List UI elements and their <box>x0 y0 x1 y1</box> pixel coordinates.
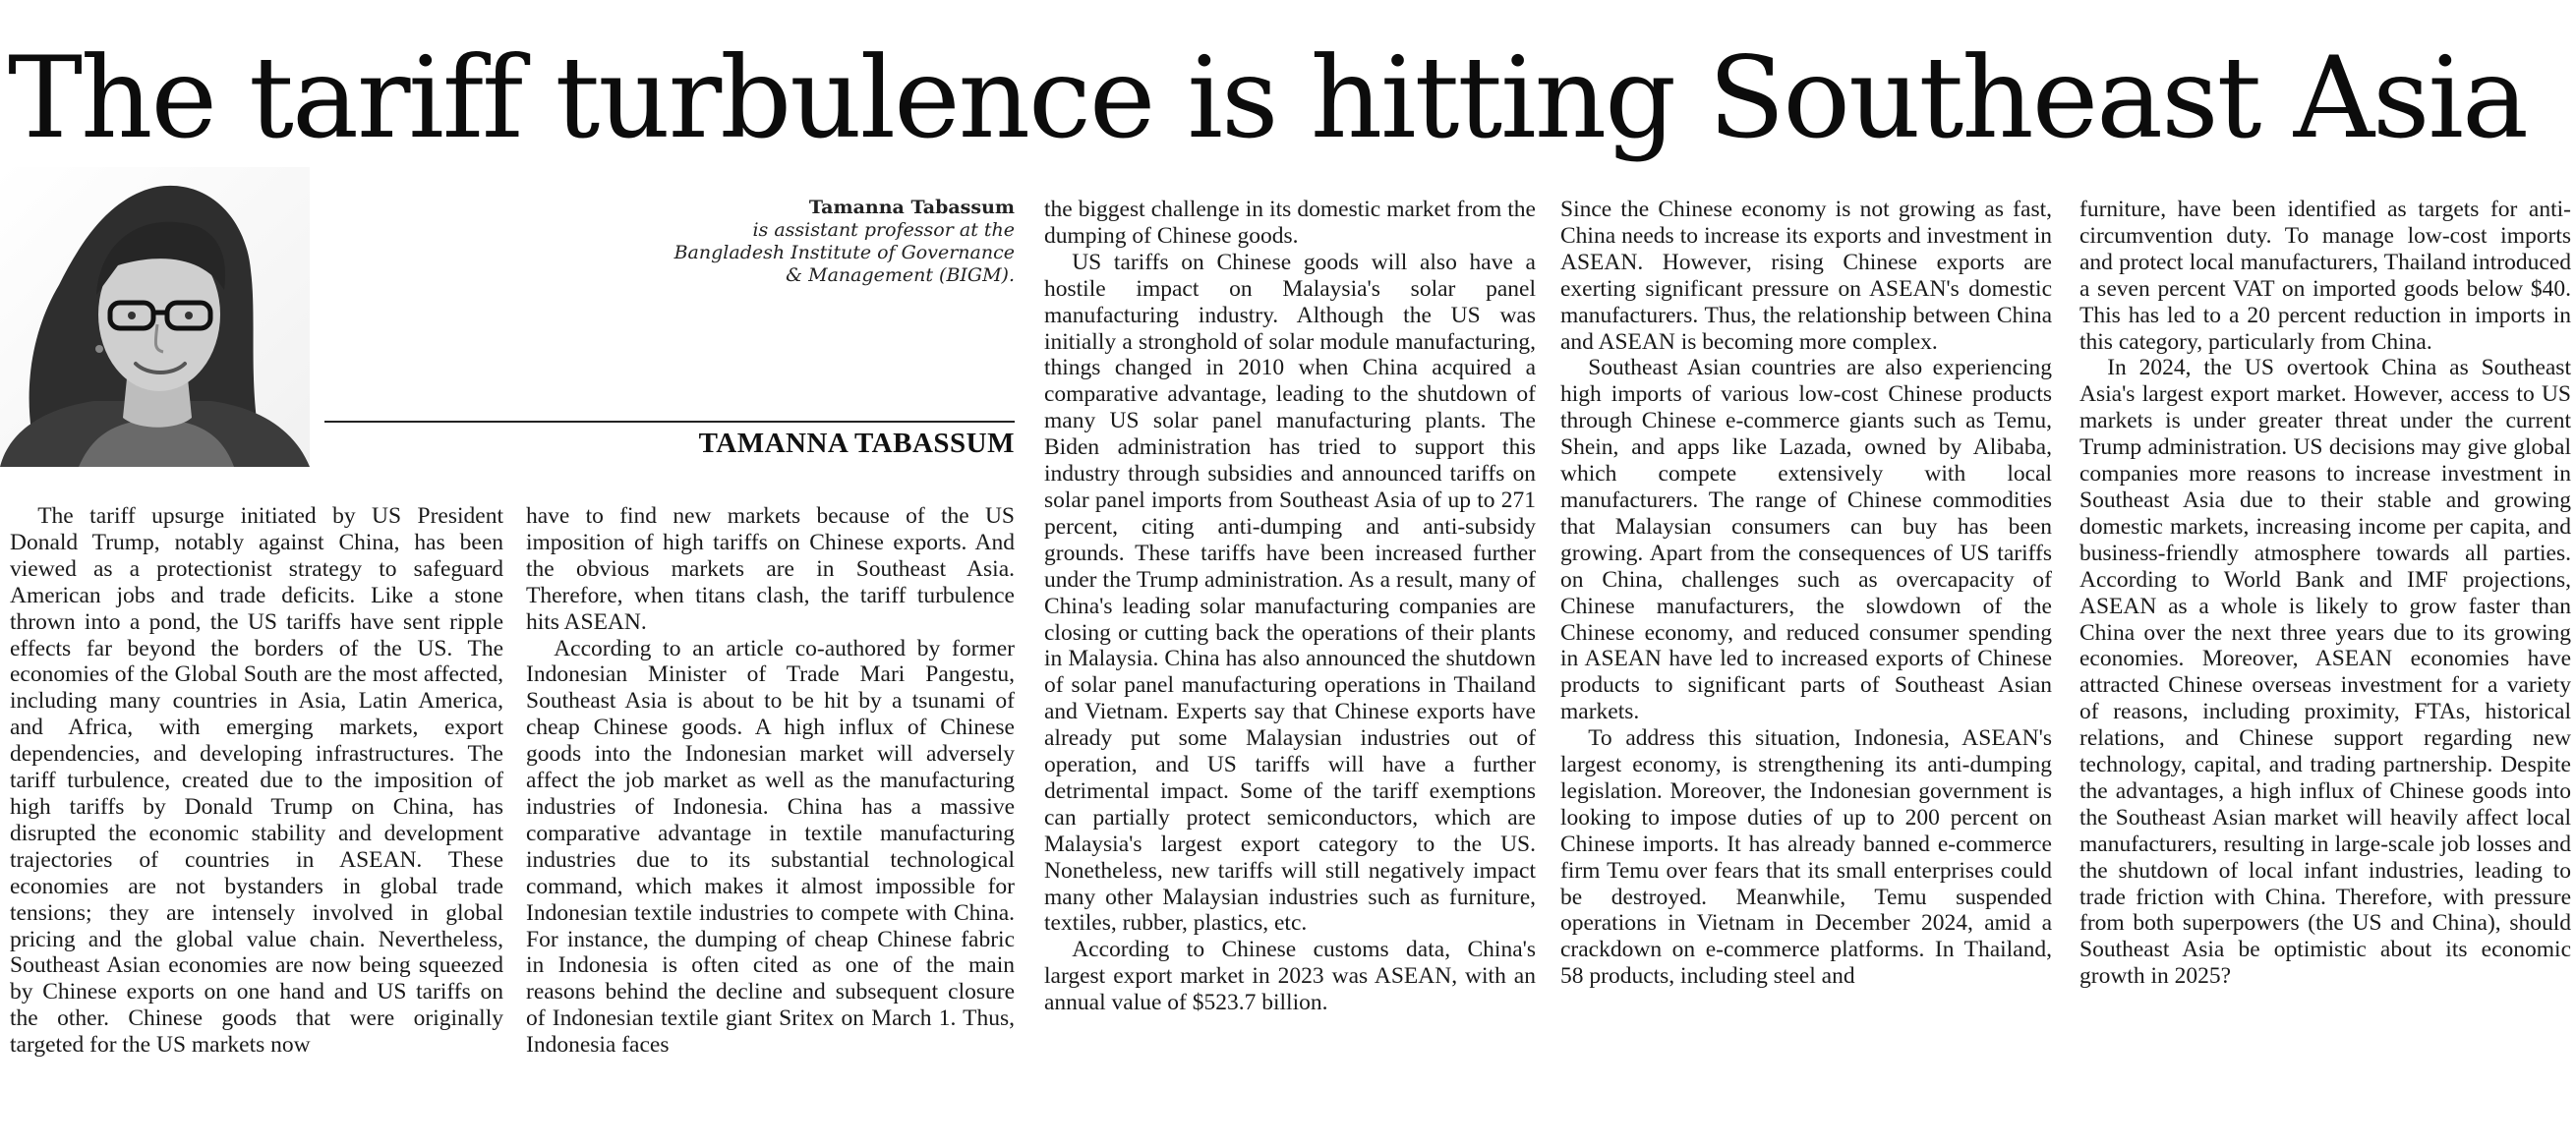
bio-line: & Management (BIGM). <box>786 264 1015 286</box>
article-paragraph: Southeast Asian countries are also experiencing high imports of various low-cost Chinese products through Chinese e-commerce giants such as Temu, Shein, and apps like Lazada, owned by Alibaba, which compete extensively with local manufacturers. The range of Chinese commodities that Malaysian consumers can buy has been growing. Apart from the consequences of US tariffs on China, challenges such as overcapacity of Chinese manufacturers, the slowdown of the Chinese economy, and reduced consumer spending in ASEAN have led to increased exports of Chinese products to significant parts of Southeast Asian markets. <box>1560 355 2052 725</box>
article-paragraph: To address this situation, Indonesia, ASEAN's largest economy, is strengthening its anti-dumping legislation. Moreover, the Indonesian government is looking to impose duties of up to 200 percent on Chinese imports. It has already banned e-commerce firm Temu over fears that its small enterprises could be destroyed. Meanwhile, Temu suspended operations in Vietnam in December 2024, amid a crackdown on e-commerce platforms. In Thailand, 58 products, including steel and <box>1560 725 2052 990</box>
article-paragraph: the biggest challenge in its domestic market from the dumping of Chinese goods. <box>1044 197 1536 249</box>
article-column-3 <box>1044 197 1536 1148</box>
article-paragraph: According to an article co-authored by former Indonesian Minister of Trade Mari Pangestu, Southeast Asia is about to be hit by a tsunami of cheap Chinese goods. A high influx of Chinese goods into the Indonesian market will adversely affect the job market as well as the manufacturing industries of Indonesia. China has a massive comparative advantage in textile manufacturing industries due to its substantial technological command, which makes it almost impossible for Indonesian textile industries to compete with China. For instance, the dumping of cheap Chinese fabric in Indonesia is often cited as one of the main reasons behind the decline and subsequent closure of Indonesian textile giant Sritex on March 1. Thus, Indonesia faces <box>526 635 1015 1059</box>
article-paragraph: According to Chinese customs data, China's largest export market in 2023 was ASEAN, with an annual value of $523.7 billion. <box>1044 937 1536 1016</box>
article-column-5 <box>2079 197 2571 1148</box>
author-bio <box>629 197 1015 287</box>
article-paragraph: US tariffs on Chinese goods will also have a hostile impact on Malaysia's solar panel manufacturing industry. Although the US was initially a stronghold of solar module manufacturing, things changed in 2010 when China acquired a comparative advantage, leading to the shutdown of many US solar panel manufacturing plants. The Biden administration has tried to support this industry through subsidies and announced tariffs on solar panel imports from Southeast Asia of up to 271 percent, citing anti-dumping and anti-subsidy grounds. These tariffs have been increased further under the Trump administration. As a result, many of China's leading solar manufacturing companies are closing or cutting back the operations of their plants in Malaysia. China has also announced the shutdown of solar panel manufacturing operations in Thailand and Vietnam. Experts say that Chinese exports have already put some Malaysian industries out of operation, and US tariffs will have a further detrimental impact. Some of the tariff exemptions can partially protect semiconductors, which are Malaysia's largest export category to the US. Nonetheless, new tariffs will still negatively impact many other Malaysian industries such as furniture, textiles, rubber, plastics, etc. <box>1044 249 1536 937</box>
article-column-4 <box>1560 197 2052 1148</box>
article-column-1 <box>10 503 503 1148</box>
headline: The tariff turbulence is hitting Southeast Asia <box>8 32 2527 163</box>
article-paragraph: Since the Chinese economy is not growing as fast, China needs to increase its exports and investment in ASEAN. However, rising Chinese exports are exerting significant pressure on ASEAN's domestic manufacturers. Thus, the relationship between China and ASEAN is becoming more complex. <box>1560 197 2052 355</box>
article-paragraph: In 2024, the US overtook China as Southeast Asia's largest export market. However, access to US markets is under greater threat under the current Trump administration. US decisions may give global companies more reasons to increase investment in Southeast Asia due to their stable and growing domestic markets, increasing income per capita, and business-friendly atmosphere towards all parties. According to World Bank and IMF projections, ASEAN as a whole is likely to grow faster than China over the next three years due to its growing economies. Moreover, ASEAN economies have attracted Chinese overseas investment for a variety of reasons, including proximity, FTAs, historical relations, and Chinese support regarding new technology, capital, and trading partnership. Despite the advantages, a high influx of Chinese goods into the Southeast Asian market will heavily affect local manufacturers, resulting in large-scale job losses and the shutdown of local infant industries, leading to trade friction with China. Therefore, with pressure from both superpowers (the US and China), should Southeast Asia be optimistic about its economic growth in 2025? <box>2079 355 2571 990</box>
bio-line: Bangladesh Institute of Governance <box>673 242 1015 263</box>
article-paragraph: The tariff upsurge initiated by US President Donald Trump, notably against China, has been viewed as a protectionist strategy to safeguard American jobs and trade deficits. Like a stone thrown into a pond, the US tariffs have sent ripple effects far beyond the borders of the US. The economies of the Global South are the most affected, including many countries in Asia, Latin America, and Africa, with emerging markets, export dependencies, and developing infrastructures. The tariff turbulence, created due to the imposition of high tariffs by Donald Trump on China, has disrupted the economic stability and development trajectories of countries in ASEAN. These economies are not bystanders in global trade tensions; they are intensely involved in global pricing and the global value chain. Nevertheless, Southeast Asian economies are now being squeezed by Chinese exports on one hand and US tariffs on the other. Chinese goods that were originally targeted for the US markets now <box>10 503 503 1059</box>
author-portrait <box>0 167 310 467</box>
article-paragraph: furniture, have been identified as targets for anti-circumvention duty. To manage low-cost imports and protect local manufacturers, Thailand introduced a seven percent VAT on imported goods below $40. This has led to a 20 percent reduction in imports in this category, particularly from China. <box>2079 197 2571 355</box>
article-column-2 <box>526 503 1015 1148</box>
bio-line: is assistant professor at the <box>752 219 1015 241</box>
article-paragraph: have to find new markets because of the US imposition of high tariffs on Chinese exports. And the obvious markets are in Southeast Asia. Therefore, when titans clash, the tariff turbulence hits ASEAN. <box>526 503 1015 635</box>
author-photo-image <box>0 167 310 467</box>
byline: TAMANNA TABASSUM <box>698 428 1015 459</box>
bio-author-name: Tamanna Tabassum <box>808 197 1015 218</box>
byline-divider <box>324 421 1015 423</box>
